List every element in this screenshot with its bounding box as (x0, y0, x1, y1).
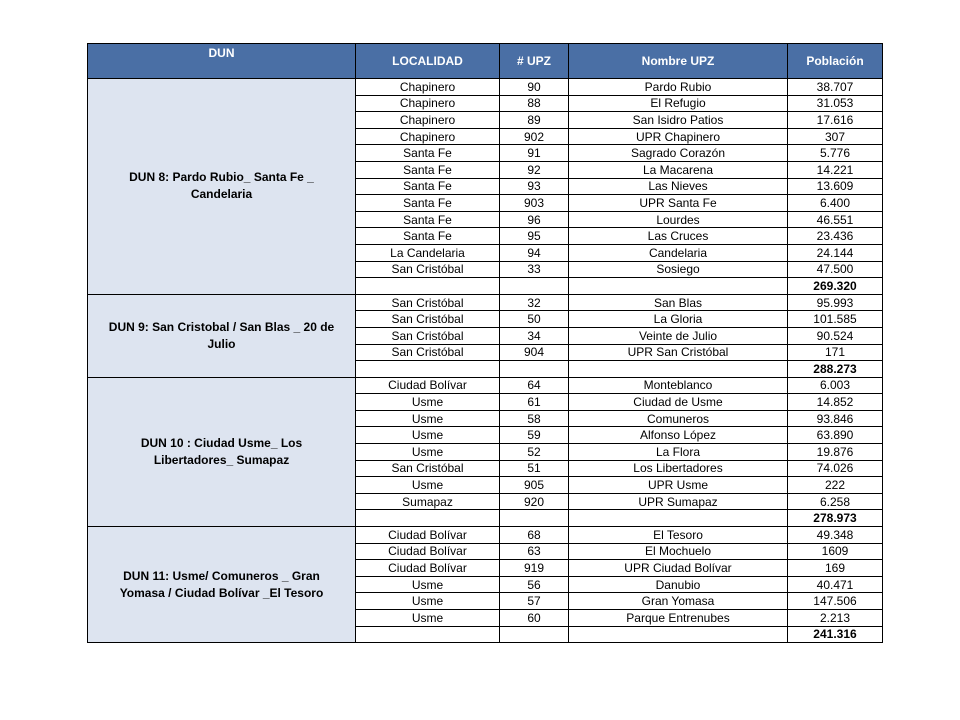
upz-name-cell: Monteblanco (569, 377, 788, 394)
dun-group-title: DUN 11: Usme/ Comuneros _ Gran Yomasa / Ciudad Bolívar _El Tesoro (88, 527, 356, 643)
localidad-cell: Santa Fe (356, 211, 500, 228)
localidad-cell: San Cristóbal (356, 294, 500, 311)
empty-cell (500, 626, 569, 643)
poblacion-cell: 147.506 (788, 593, 883, 610)
empty-cell (569, 510, 788, 527)
upz-number-cell: 60 (500, 610, 569, 627)
dun-group-title: DUN 9: San Cristobal / San Blas _ 20 de Julio (88, 294, 356, 377)
empty-cell (356, 361, 500, 378)
upz-name-cell: Gran Yomasa (569, 593, 788, 610)
upz-number-cell: 94 (500, 244, 569, 261)
header-dun: DUN (88, 44, 356, 79)
upz-number-cell: 95 (500, 228, 569, 245)
upz-name-cell: UPR Ciudad Bolívar (569, 560, 788, 577)
upz-name-cell: San Blas (569, 294, 788, 311)
upz-name-cell: Los Libertadores (569, 460, 788, 477)
upz-number-cell: 93 (500, 178, 569, 195)
upz-name-cell: UPR Sumapaz (569, 493, 788, 510)
upz-name-cell: UPR Chapinero (569, 128, 788, 145)
upz-number-cell: 51 (500, 460, 569, 477)
upz-name-cell: Pardo Rubio (569, 79, 788, 96)
poblacion-cell: 101.585 (788, 311, 883, 328)
poblacion-cell: 14.852 (788, 394, 883, 411)
table-row (88, 527, 883, 544)
upz-name-cell: Parque Entrenubes (569, 610, 788, 627)
upz-number-cell: 919 (500, 560, 569, 577)
empty-cell (500, 361, 569, 378)
localidad-cell: San Cristóbal (356, 460, 500, 477)
poblacion-cell: 47.500 (788, 261, 883, 278)
upz-name-cell: El Tesoro (569, 527, 788, 544)
upz-number-cell: 33 (500, 261, 569, 278)
upz-name-cell: Alfonso López (569, 427, 788, 444)
table-body (88, 79, 883, 643)
empty-cell (356, 510, 500, 527)
localidad-cell: Sumapaz (356, 493, 500, 510)
empty-cell (569, 361, 788, 378)
header-poblacion: Población (788, 44, 883, 79)
upz-name-cell: Las Nieves (569, 178, 788, 195)
localidad-cell: Usme (356, 410, 500, 427)
upz-name-cell: Las Cruces (569, 228, 788, 245)
upz-name-cell: San Isidro Patios (569, 112, 788, 129)
group-total: 269.320 (788, 278, 883, 295)
upz-number-cell: 904 (500, 344, 569, 361)
table-header (88, 44, 883, 79)
upz-number-cell: 64 (500, 377, 569, 394)
upz-name-cell: El Refugio (569, 95, 788, 112)
localidad-cell: Usme (356, 394, 500, 411)
localidad-cell: San Cristóbal (356, 344, 500, 361)
dun-group-title: DUN 8: Pardo Rubio_ Santa Fe _ Candelaria (88, 79, 356, 295)
upz-number-cell: 920 (500, 493, 569, 510)
upz-name-cell: UPR Santa Fe (569, 195, 788, 212)
localidad-cell: Usme (356, 427, 500, 444)
upz-number-cell: 32 (500, 294, 569, 311)
poblacion-cell: 2.213 (788, 610, 883, 627)
localidad-cell: Santa Fe (356, 228, 500, 245)
upz-name-cell: Sosiego (569, 261, 788, 278)
poblacion-cell: 14.221 (788, 161, 883, 178)
localidad-cell: Usme (356, 610, 500, 627)
header-upz-number: # UPZ (500, 44, 569, 79)
table-row (88, 294, 883, 311)
upz-number-cell: 56 (500, 576, 569, 593)
localidad-cell: Usme (356, 477, 500, 494)
localidad-cell: Usme (356, 444, 500, 461)
poblacion-cell: 17.616 (788, 112, 883, 129)
localidad-cell: Chapinero (356, 112, 500, 129)
upz-name-cell: Sagrado Corazón (569, 145, 788, 162)
group-total: 288.273 (788, 361, 883, 378)
localidad-cell: Chapinero (356, 95, 500, 112)
localidad-cell: Ciudad Bolívar (356, 527, 500, 544)
header-localidad: LOCALIDAD (356, 44, 500, 79)
upz-name-cell: Ciudad de Usme (569, 394, 788, 411)
upz-number-cell: 905 (500, 477, 569, 494)
upz-number-cell: 63 (500, 543, 569, 560)
upz-number-cell: 57 (500, 593, 569, 610)
poblacion-cell: 63.890 (788, 427, 883, 444)
poblacion-cell: 6.258 (788, 493, 883, 510)
poblacion-cell: 49.348 (788, 527, 883, 544)
upz-name-cell: La Flora (569, 444, 788, 461)
upz-number-cell: 68 (500, 527, 569, 544)
poblacion-cell: 6.400 (788, 195, 883, 212)
upz-name-cell: Lourdes (569, 211, 788, 228)
upz-name-cell: La Gloria (569, 311, 788, 328)
dun-group-title: DUN 10 : Ciudad Usme_ Los Libertadores_ Sumapaz (88, 377, 356, 526)
upz-number-cell: 92 (500, 161, 569, 178)
poblacion-cell: 90.524 (788, 327, 883, 344)
upz-name-cell: Comuneros (569, 410, 788, 427)
empty-cell (356, 626, 500, 643)
poblacion-cell: 46.551 (788, 211, 883, 228)
upz-number-cell: 52 (500, 444, 569, 461)
upz-number-cell: 902 (500, 128, 569, 145)
upz-number-cell: 903 (500, 195, 569, 212)
upz-name-cell: UPR San Cristóbal (569, 344, 788, 361)
poblacion-cell: 31.053 (788, 95, 883, 112)
upz-number-cell: 91 (500, 145, 569, 162)
poblacion-cell: 74.026 (788, 460, 883, 477)
poblacion-cell: 19.876 (788, 444, 883, 461)
poblacion-cell: 1609 (788, 543, 883, 560)
localidad-cell: Santa Fe (356, 161, 500, 178)
empty-cell (569, 278, 788, 295)
localidad-cell: Usme (356, 593, 500, 610)
poblacion-cell: 24.144 (788, 244, 883, 261)
upz-number-cell: 61 (500, 394, 569, 411)
localidad-cell: La Candelaria (356, 244, 500, 261)
poblacion-cell: 23.436 (788, 228, 883, 245)
poblacion-cell: 171 (788, 344, 883, 361)
upz-number-cell: 59 (500, 427, 569, 444)
poblacion-cell: 13.609 (788, 178, 883, 195)
poblacion-cell: 5.776 (788, 145, 883, 162)
localidad-cell: San Cristóbal (356, 311, 500, 328)
localidad-cell: San Cristóbal (356, 261, 500, 278)
group-total: 241.316 (788, 626, 883, 643)
poblacion-cell: 93.846 (788, 410, 883, 427)
localidad-cell: Chapinero (356, 79, 500, 96)
poblacion-cell: 95.993 (788, 294, 883, 311)
upz-number-cell: 58 (500, 410, 569, 427)
header-upz-name: Nombre UPZ (569, 44, 788, 79)
dun-population-table (87, 43, 883, 643)
upz-number-cell: 50 (500, 311, 569, 328)
header-row (88, 44, 883, 79)
poblacion-cell: 307 (788, 128, 883, 145)
poblacion-cell: 169 (788, 560, 883, 577)
poblacion-cell: 38.707 (788, 79, 883, 96)
empty-cell (569, 626, 788, 643)
empty-cell (500, 278, 569, 295)
localidad-cell: San Cristóbal (356, 327, 500, 344)
upz-number-cell: 89 (500, 112, 569, 129)
upz-name-cell: Danubio (569, 576, 788, 593)
upz-number-cell: 88 (500, 95, 569, 112)
empty-cell (500, 510, 569, 527)
localidad-cell: Santa Fe (356, 178, 500, 195)
upz-name-cell: Veinte de Julio (569, 327, 788, 344)
localidad-cell: Usme (356, 576, 500, 593)
localidad-cell: Santa Fe (356, 195, 500, 212)
poblacion-cell: 222 (788, 477, 883, 494)
upz-name-cell: La Macarena (569, 161, 788, 178)
poblacion-cell: 6.003 (788, 377, 883, 394)
upz-number-cell: 90 (500, 79, 569, 96)
localidad-cell: Ciudad Bolívar (356, 560, 500, 577)
upz-name-cell: El Mochuelo (569, 543, 788, 560)
localidad-cell: Ciudad Bolívar (356, 543, 500, 560)
empty-cell (356, 278, 500, 295)
localidad-cell: Santa Fe (356, 145, 500, 162)
upz-name-cell: UPR Usme (569, 477, 788, 494)
table-row (88, 377, 883, 394)
group-total: 278.973 (788, 510, 883, 527)
localidad-cell: Chapinero (356, 128, 500, 145)
upz-number-cell: 34 (500, 327, 569, 344)
upz-name-cell: Candelaria (569, 244, 788, 261)
upz-number-cell: 96 (500, 211, 569, 228)
localidad-cell: Ciudad Bolívar (356, 377, 500, 394)
table-row (88, 79, 883, 96)
poblacion-cell: 40.471 (788, 576, 883, 593)
